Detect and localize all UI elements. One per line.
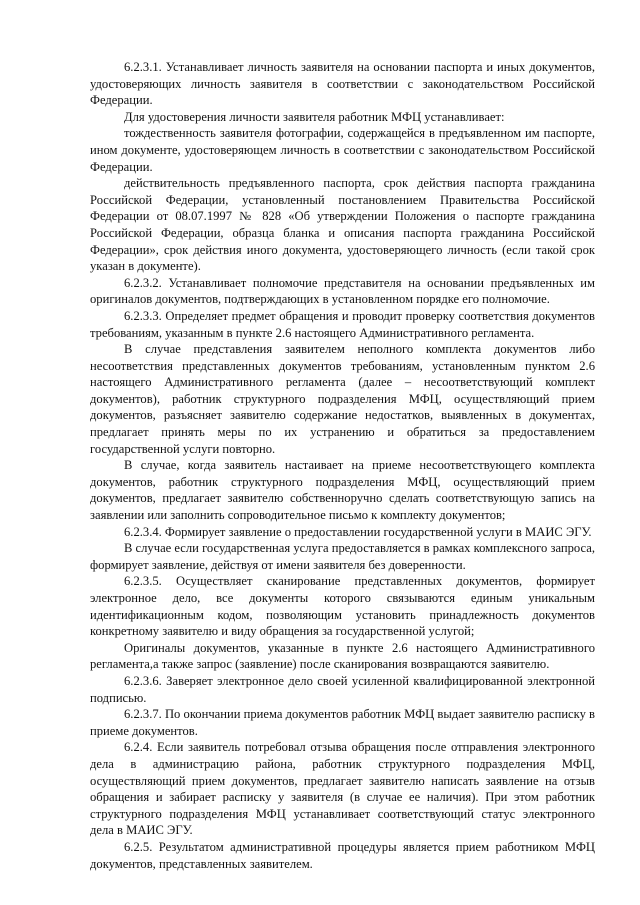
paragraph-photo-identity: тождественность заявителя фотографии, содержащейся в предъявленном им паспорте, ином документе, удостоверяющем личность в соответствии с законодательством Российской Федерации. xyxy=(90,126,595,174)
paragraph-identity-intro: Для удостоверения личности заявителя работник МФЦ устанавливает: xyxy=(124,109,505,124)
paragraph-6-2-4: 6.2.4. Если заявитель потребовал отзыва обращения после отправления электронного дела в администрацию района, работник структурного подразделения МФЦ, осуществляющий прием документов, предлагает заявителю написать заявление на отзыв обращения и забирает расписку у заявителя (в случае ее наличия). При этом работник структурного подразделения МФЦ устанавливает соответствующий статус электронного дела в МАИС ЭГУ. xyxy=(90,740,595,838)
paragraph-complex-request: В случае если государственная услуга предоставляется в рамках комплексного запроса, формирует заявление, действуя от имени заявителя без доверенности. xyxy=(90,541,595,572)
paragraph-6-2-3-1: 6.2.3.1. Устанавливает личность заявителя на основании паспорта и иных документов, удостоверяющих личность заявителя в соответствии с законодательством Российской Федерации. xyxy=(90,60,595,108)
paragraph-applicant-insists: В случае, когда заявитель настаивает на приеме несоответствующего комплекта документов, работник структурного подразделения МФЦ, осуществляющий прием документов, предлагает заявителю собственноручно сделать соответствующую запись на заявлении или заполнить сопроводительное письмо к комплекту документов; xyxy=(90,458,595,523)
paragraph-6-2-5: 6.2.5. Результатом административной процедуры является прием работником МФЦ документов, представленных заявителем. xyxy=(90,839,595,871)
paragraph-6-2-3-6: 6.2.3.6. Заверяет электронное дело своей усиленной квалифицированной электронной подписью. xyxy=(90,673,595,705)
paragraph-incomplete-documents: В случае представления заявителем неполного комплекта документов либо несоответствия представленных документов требованиям, установленным пунктом 2.6 настоящего Административного регламента (далее – несоответствующий комплект документов), работник структурного подразделения МФЦ, осуществляющий прием документов, разъясняет заявителю содержание недостатков, выявленных в документах, предлагает принять меры по их устранению и обратиться за предоставлением государственной услуги повторно. xyxy=(90,342,595,456)
paragraph-originals-returned: Оригиналы документов, указанные в пункте 2.6 настоящего Административного регламента,а также запрос (заявление) после сканирования возвращаются заявителю. xyxy=(90,640,595,672)
document-page xyxy=(90,59,595,872)
paragraph-passport-validity: действительность предъявленного паспорта, срок действия паспорта гражданина Российской Федерации, установленный постановлением Правительства Российской Федерации от 08.07.1997 № 828 «Об утверждении Положения о паспорте гражданина Российской Федерации, образца бланка и описания паспорта гражданина Российской Федерации», срок действия иного документа, удостоверяющего личность (если такой срок указан в документе). xyxy=(90,176,595,274)
paragraph-6-2-3-5: 6.2.3.5. Осуществляет сканирование представленных документов, формирует электронное дело, все документы которого связываются единым уникальным идентификационным кодом, позволяющим установить принадлежность документов конкретному заявителю и виду обращения за государственной услугой; xyxy=(90,574,595,639)
paragraph-6-2-3-7: 6.2.3.7. По окончании приема документов работник МФЦ выдает заявителю расписку в приеме документов. xyxy=(90,707,595,738)
paragraph-6-2-3-4: 6.2.3.4. Формирует заявление о предоставлении государственной услуги в МАИС ЭГУ. xyxy=(124,524,592,539)
paragraph-6-2-3-3: 6.2.3.3. Определяет предмет обращения и проводит проверку соответствия документов требованиям, указанным в пункте 2.6 настоящего Административного регламента. xyxy=(90,308,595,340)
paragraph-6-2-3-2: 6.2.3.2. Устанавливает полномочие представителя на основании предъявленных им оригиналов документов, подтверждающих в установленном порядке его полномочие. xyxy=(90,275,595,307)
